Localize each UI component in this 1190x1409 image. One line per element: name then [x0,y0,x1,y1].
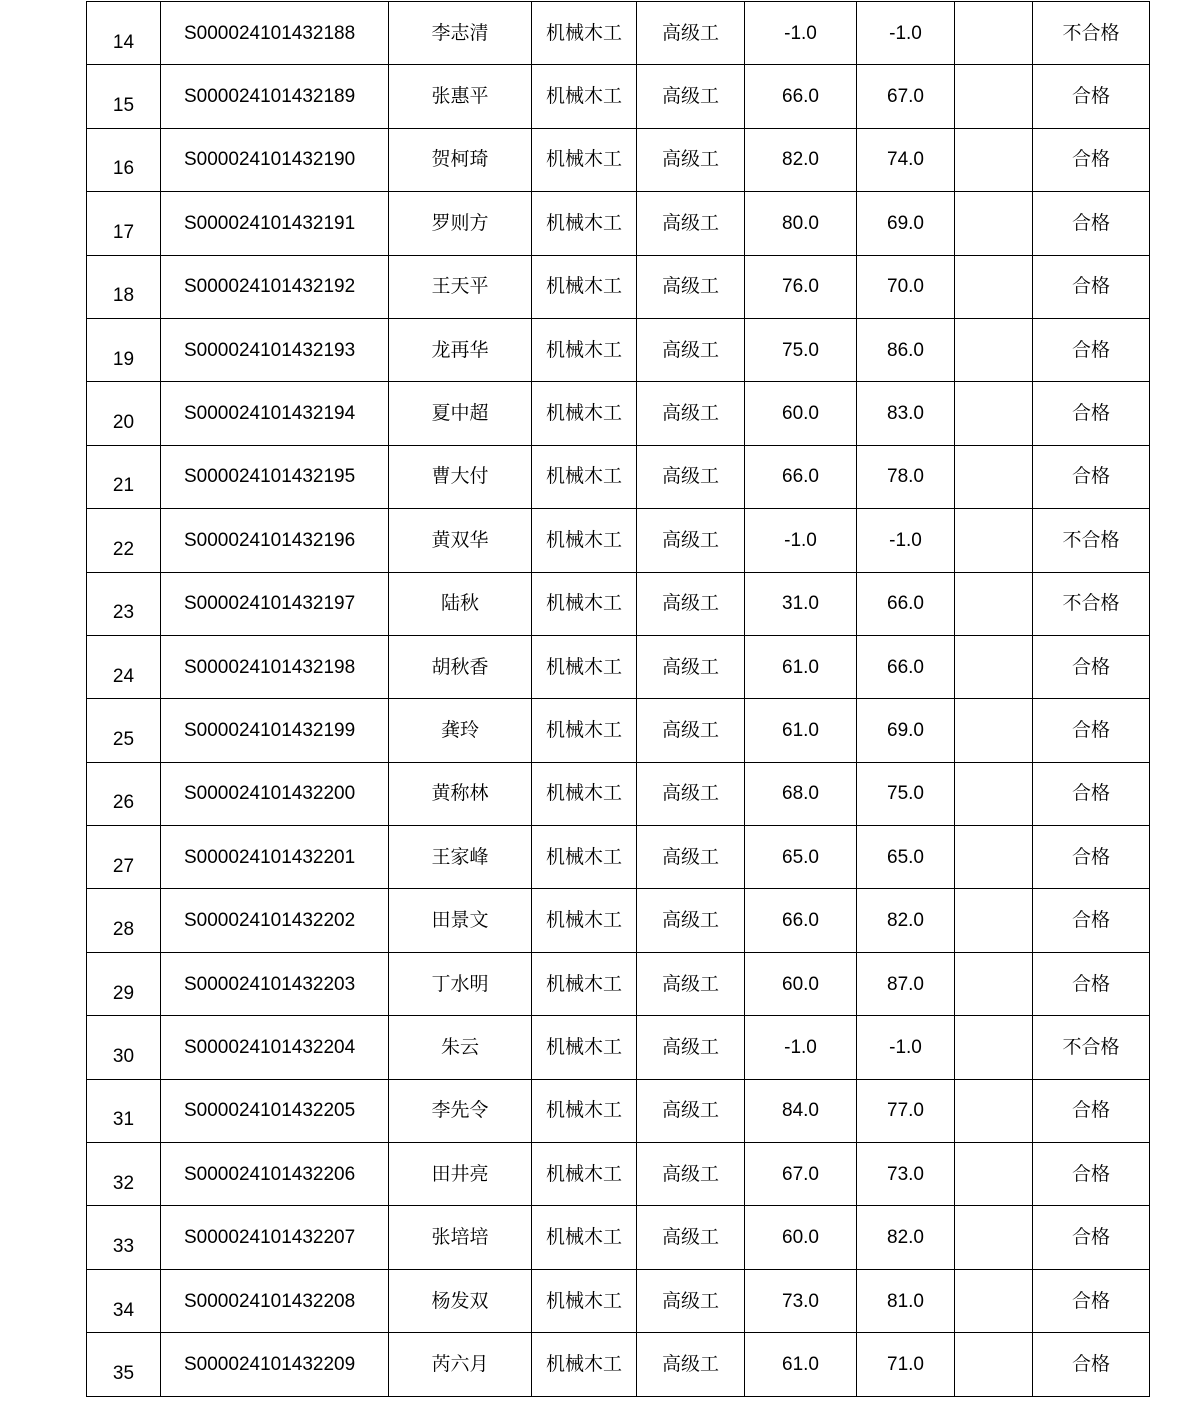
candidate-name: 贺柯琦 [389,128,532,191]
row-number: 33 [87,1206,161,1269]
table-row [87,65,1150,128]
trade-name: 机械木工 [532,699,637,762]
empty-cell [955,572,1033,635]
candidate-id: S000024101432194 [161,382,389,445]
result-status: 合格 [1033,1143,1150,1206]
skill-level: 高级工 [637,1206,745,1269]
theory-score: 60.0 [745,382,857,445]
trade-name: 机械木工 [532,2,637,65]
table-row [87,699,1150,762]
result-status: 合格 [1033,445,1150,508]
skill-level: 高级工 [637,826,745,889]
theory-score: 82.0 [745,128,857,191]
candidate-name: 曹大付 [389,445,532,508]
candidate-name: 张培培 [389,1206,532,1269]
candidate-name: 龙再华 [389,318,532,381]
trade-name: 机械木工 [532,318,637,381]
table-row [87,509,1150,572]
empty-cell [955,889,1033,952]
skill-level: 高级工 [637,1079,745,1142]
theory-score: 68.0 [745,762,857,825]
result-status: 不合格 [1033,1016,1150,1079]
result-status: 合格 [1033,255,1150,318]
result-status: 合格 [1033,65,1150,128]
row-number: 27 [87,826,161,889]
practical-score: 82.0 [857,889,955,952]
skill-level: 高级工 [637,889,745,952]
result-status: 合格 [1033,382,1150,445]
practical-score: -1.0 [857,2,955,65]
empty-cell [955,2,1033,65]
table-row [87,318,1150,381]
table-row [87,1079,1150,1142]
theory-score: 61.0 [745,635,857,698]
row-number: 19 [87,318,161,381]
row-number: 30 [87,1016,161,1079]
practical-score: 66.0 [857,572,955,635]
table-row [87,826,1150,889]
result-status: 合格 [1033,952,1150,1015]
candidate-name: 张惠平 [389,65,532,128]
candidate-name: 李志清 [389,2,532,65]
empty-cell [955,699,1033,762]
practical-score: 65.0 [857,826,955,889]
table-row [87,762,1150,825]
practical-score: -1.0 [857,1016,955,1079]
skill-level: 高级工 [637,1143,745,1206]
empty-cell [955,1016,1033,1079]
practical-score: -1.0 [857,509,955,572]
trade-name: 机械木工 [532,1079,637,1142]
result-status: 合格 [1033,635,1150,698]
results-table [86,1,1150,1397]
trade-name: 机械木工 [532,826,637,889]
theory-score: 31.0 [745,572,857,635]
candidate-id: S000024101432208 [161,1269,389,1332]
result-status: 合格 [1033,128,1150,191]
row-number: 34 [87,1269,161,1332]
result-status: 不合格 [1033,509,1150,572]
skill-level: 高级工 [637,952,745,1015]
candidate-name: 胡秋香 [389,635,532,698]
table-row [87,382,1150,445]
theory-score: 66.0 [745,445,857,508]
candidate-name: 田井亮 [389,1143,532,1206]
candidate-id: S000024101432201 [161,826,389,889]
practical-score: 78.0 [857,445,955,508]
empty-cell [955,382,1033,445]
candidate-name: 夏中超 [389,382,532,445]
empty-cell [955,826,1033,889]
candidate-name: 丁水明 [389,952,532,1015]
skill-level: 高级工 [637,128,745,191]
skill-level: 高级工 [637,65,745,128]
row-number: 31 [87,1079,161,1142]
row-number: 21 [87,445,161,508]
trade-name: 机械木工 [532,128,637,191]
trade-name: 机械木工 [532,635,637,698]
candidate-id: S000024101432204 [161,1016,389,1079]
trade-name: 机械木工 [532,952,637,1015]
table-row [87,192,1150,255]
table-row [87,255,1150,318]
theory-score: 66.0 [745,65,857,128]
candidate-id: S000024101432200 [161,762,389,825]
candidate-name: 李先令 [389,1079,532,1142]
row-number: 26 [87,762,161,825]
table-row [87,572,1150,635]
practical-score: 77.0 [857,1079,955,1142]
result-status: 合格 [1033,1206,1150,1269]
theory-score: -1.0 [745,2,857,65]
candidate-name: 罗则方 [389,192,532,255]
skill-level: 高级工 [637,635,745,698]
skill-level: 高级工 [637,382,745,445]
candidate-id: S000024101432192 [161,255,389,318]
practical-score: 66.0 [857,635,955,698]
theory-score: 67.0 [745,1143,857,1206]
trade-name: 机械木工 [532,445,637,508]
practical-score: 70.0 [857,255,955,318]
skill-level: 高级工 [637,318,745,381]
theory-score: 75.0 [745,318,857,381]
skill-level: 高级工 [637,1333,745,1396]
candidate-id: S000024101432202 [161,889,389,952]
candidate-id: S000024101432203 [161,952,389,1015]
practical-score: 74.0 [857,128,955,191]
empty-cell [955,1206,1033,1269]
candidate-id: S000024101432196 [161,509,389,572]
trade-name: 机械木工 [532,192,637,255]
result-status: 合格 [1033,1333,1150,1396]
trade-name: 机械木工 [532,1333,637,1396]
candidate-name: 黄双华 [389,509,532,572]
result-status: 合格 [1033,699,1150,762]
practical-score: 86.0 [857,318,955,381]
result-status: 合格 [1033,762,1150,825]
table-row [87,1333,1150,1396]
practical-score: 87.0 [857,952,955,1015]
candidate-name: 黄称林 [389,762,532,825]
candidate-id: S000024101432207 [161,1206,389,1269]
practical-score: 67.0 [857,65,955,128]
result-status: 合格 [1033,192,1150,255]
candidate-id: S000024101432193 [161,318,389,381]
skill-level: 高级工 [637,762,745,825]
practical-score: 82.0 [857,1206,955,1269]
empty-cell [955,128,1033,191]
empty-cell [955,1079,1033,1142]
practical-score: 69.0 [857,699,955,762]
table-row [87,635,1150,698]
theory-score: 84.0 [745,1079,857,1142]
table-row [87,889,1150,952]
practical-score: 73.0 [857,1143,955,1206]
candidate-name: 陆秋 [389,572,532,635]
skill-level: 高级工 [637,445,745,508]
skill-level: 高级工 [637,699,745,762]
candidate-id: S000024101432188 [161,2,389,65]
theory-score: 73.0 [745,1269,857,1332]
row-number: 35 [87,1333,161,1396]
row-number: 32 [87,1143,161,1206]
result-status: 合格 [1033,826,1150,889]
result-status: 合格 [1033,318,1150,381]
empty-cell [955,65,1033,128]
practical-score: 81.0 [857,1269,955,1332]
results-table-body [87,2,1150,1397]
candidate-name: 朱云 [389,1016,532,1079]
trade-name: 机械木工 [532,382,637,445]
skill-level: 高级工 [637,509,745,572]
row-number: 17 [87,192,161,255]
theory-score: 66.0 [745,889,857,952]
row-number: 24 [87,635,161,698]
table-row [87,1269,1150,1332]
empty-cell [955,1269,1033,1332]
empty-cell [955,1333,1033,1396]
row-number: 25 [87,699,161,762]
row-number: 28 [87,889,161,952]
candidate-name: 王天平 [389,255,532,318]
theory-score: 61.0 [745,1333,857,1396]
trade-name: 机械木工 [532,1206,637,1269]
result-status: 合格 [1033,889,1150,952]
trade-name: 机械木工 [532,1016,637,1079]
candidate-name: 田景文 [389,889,532,952]
row-number: 29 [87,952,161,1015]
candidate-name: 王家峰 [389,826,532,889]
trade-name: 机械木工 [532,572,637,635]
skill-level: 高级工 [637,1269,745,1332]
table-row [87,445,1150,508]
theory-score: 65.0 [745,826,857,889]
candidate-id: S000024101432206 [161,1143,389,1206]
theory-score: 76.0 [745,255,857,318]
theory-score: 80.0 [745,192,857,255]
empty-cell [955,509,1033,572]
skill-level: 高级工 [637,192,745,255]
theory-score: -1.0 [745,1016,857,1079]
skill-level: 高级工 [637,2,745,65]
theory-score: -1.0 [745,509,857,572]
table-row [87,1206,1150,1269]
skill-level: 高级工 [637,1016,745,1079]
row-number: 22 [87,509,161,572]
candidate-name: 杨发双 [389,1269,532,1332]
empty-cell [955,952,1033,1015]
candidate-id: S000024101432189 [161,65,389,128]
table-row [87,952,1150,1015]
candidate-id: S000024101432209 [161,1333,389,1396]
result-status: 合格 [1033,1079,1150,1142]
trade-name: 机械木工 [532,1269,637,1332]
empty-cell [955,445,1033,508]
candidate-id: S000024101432197 [161,572,389,635]
table-row [87,2,1150,65]
practical-score: 69.0 [857,192,955,255]
empty-cell [955,1143,1033,1206]
result-status: 不合格 [1033,572,1150,635]
skill-level: 高级工 [637,572,745,635]
row-number: 23 [87,572,161,635]
candidate-id: S000024101432191 [161,192,389,255]
candidate-name: 龚玲 [389,699,532,762]
trade-name: 机械木工 [532,889,637,952]
result-status: 合格 [1033,1269,1150,1332]
candidate-id: S000024101432205 [161,1079,389,1142]
row-number: 20 [87,382,161,445]
result-status: 不合格 [1033,2,1150,65]
practical-score: 75.0 [857,762,955,825]
table-row [87,1016,1150,1079]
theory-score: 60.0 [745,952,857,1015]
empty-cell [955,318,1033,381]
empty-cell [955,255,1033,318]
row-number: 18 [87,255,161,318]
practical-score: 71.0 [857,1333,955,1396]
skill-level: 高级工 [637,255,745,318]
table-row [87,128,1150,191]
trade-name: 机械木工 [532,762,637,825]
trade-name: 机械木工 [532,65,637,128]
row-number: 14 [87,2,161,65]
trade-name: 机械木工 [532,509,637,572]
candidate-name: 芮六月 [389,1333,532,1396]
theory-score: 61.0 [745,699,857,762]
practical-score: 83.0 [857,382,955,445]
empty-cell [955,762,1033,825]
trade-name: 机械木工 [532,1143,637,1206]
candidate-id: S000024101432198 [161,635,389,698]
candidate-id: S000024101432199 [161,699,389,762]
trade-name: 机械木工 [532,255,637,318]
table-row [87,1143,1150,1206]
empty-cell [955,635,1033,698]
empty-cell [955,192,1033,255]
row-number: 16 [87,128,161,191]
candidate-id: S000024101432190 [161,128,389,191]
candidate-id: S000024101432195 [161,445,389,508]
theory-score: 60.0 [745,1206,857,1269]
row-number: 15 [87,65,161,128]
